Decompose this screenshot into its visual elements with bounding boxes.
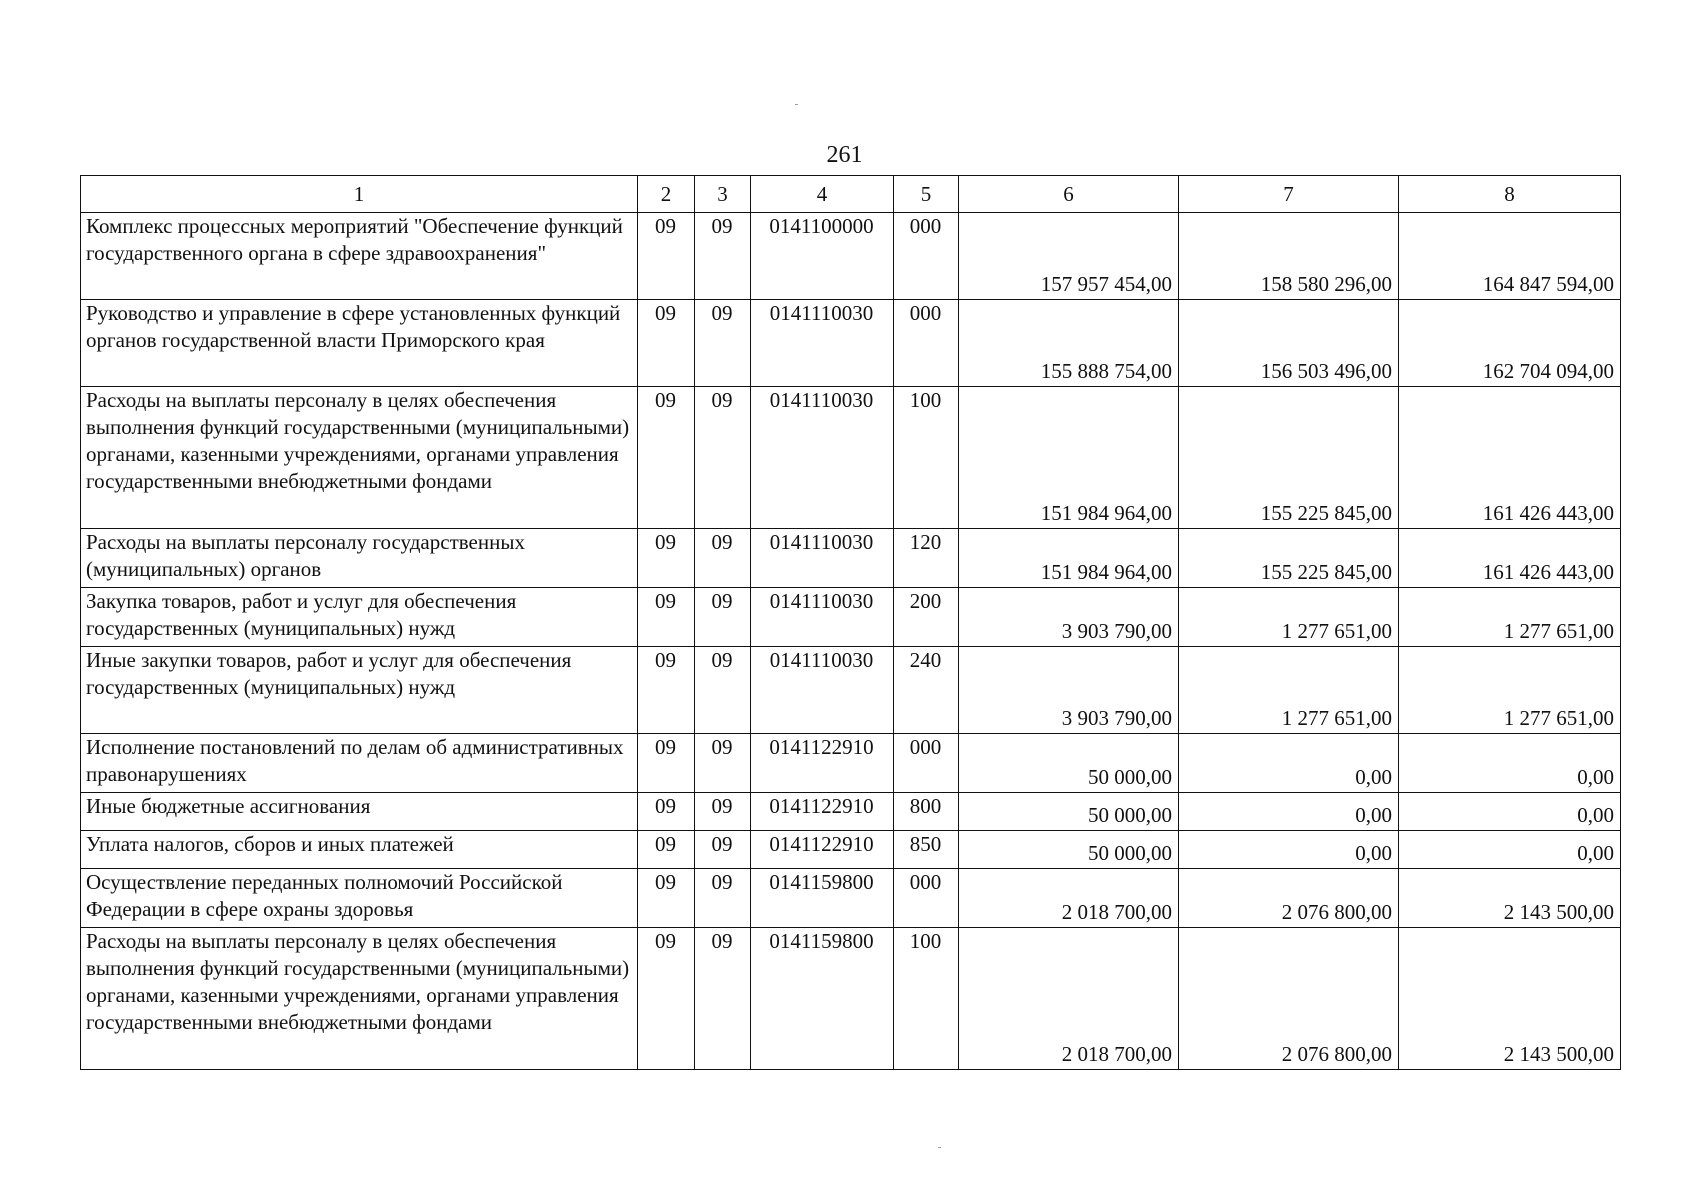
item-name: Расходы на выплаты персоналу в целях обеспечения выполнения функций государственными (муниципальными) органами, казенными учреждениями, органами управления государственными внебюджетными фондами	[81, 387, 638, 529]
amount-col-8: 2 143 500,00	[1399, 869, 1621, 928]
section-code: 09	[638, 213, 695, 300]
table-row	[81, 529, 1621, 588]
amount-col-8: 2 143 500,00	[1399, 928, 1621, 1070]
section-code: 09	[638, 647, 695, 734]
target-code: 0141122910	[751, 831, 894, 869]
column-header: 1	[81, 176, 638, 213]
column-header: 8	[1399, 176, 1621, 213]
target-code: 0141110030	[751, 647, 894, 734]
amount-col-8: 161 426 443,00	[1399, 387, 1621, 529]
amount-col-6: 2 018 700,00	[959, 928, 1179, 1070]
amount-col-8: 1 277 651,00	[1399, 647, 1621, 734]
amount-col-6: 151 984 964,00	[959, 387, 1179, 529]
amount-col-8: 161 426 443,00	[1399, 529, 1621, 588]
subsection-code: 09	[695, 588, 751, 647]
column-header: 5	[894, 176, 959, 213]
section-code: 09	[638, 387, 695, 529]
item-name: Расходы на выплаты персоналу государственных (муниципальных) органов	[81, 529, 638, 588]
amount-col-7: 158 580 296,00	[1179, 213, 1399, 300]
table-row	[81, 213, 1621, 300]
expense-type-code: 000	[894, 213, 959, 300]
item-name: Исполнение постановлений по делам об административных правонарушениях	[81, 734, 638, 793]
amount-col-8: 0,00	[1399, 831, 1621, 869]
section-code: 09	[638, 869, 695, 928]
amount-col-7: 155 225 845,00	[1179, 387, 1399, 529]
amount-col-7: 2 076 800,00	[1179, 869, 1399, 928]
section-code: 09	[638, 588, 695, 647]
item-name: Осуществление переданных полномочий Российской Федерации в сфере охраны здоровья	[81, 869, 638, 928]
amount-col-6: 2 018 700,00	[959, 869, 1179, 928]
expense-type-code: 120	[894, 529, 959, 588]
expense-type-code: 100	[894, 387, 959, 529]
amount-col-8: 164 847 594,00	[1399, 213, 1621, 300]
amount-col-6: 50 000,00	[959, 831, 1179, 869]
expense-type-code: 000	[894, 734, 959, 793]
subsection-code: 09	[695, 387, 751, 529]
expense-type-code: 800	[894, 793, 959, 831]
amount-col-7: 0,00	[1179, 734, 1399, 793]
amount-col-8: 1 277 651,00	[1399, 588, 1621, 647]
subsection-code: 09	[695, 869, 751, 928]
expense-type-code: 000	[894, 300, 959, 387]
page-number: 261	[826, 142, 863, 168]
target-code: 0141122910	[751, 734, 894, 793]
amount-col-8: 162 704 094,00	[1399, 300, 1621, 387]
column-header: 3	[695, 176, 751, 213]
table-row	[81, 300, 1621, 387]
subsection-code: 09	[695, 647, 751, 734]
amount-col-6: 50 000,00	[959, 793, 1179, 831]
target-code: 0141110030	[751, 588, 894, 647]
amount-col-6: 50 000,00	[959, 734, 1179, 793]
subsection-code: 09	[695, 734, 751, 793]
amount-col-7: 156 503 496,00	[1179, 300, 1399, 387]
column-header: 2	[638, 176, 695, 213]
amount-col-6: 155 888 754,00	[959, 300, 1179, 387]
column-header: 4	[751, 176, 894, 213]
expense-type-code: 850	[894, 831, 959, 869]
item-name: Закупка товаров, работ и услуг для обеспечения государственных (муниципальных) нужд	[81, 588, 638, 647]
expense-type-code: 240	[894, 647, 959, 734]
item-name: Иные бюджетные ассигнования	[81, 793, 638, 831]
amount-col-7: 0,00	[1179, 793, 1399, 831]
table-row	[81, 928, 1621, 1070]
subsection-code: 09	[695, 831, 751, 869]
section-code: 09	[638, 831, 695, 869]
item-name: Иные закупки товаров, работ и услуг для обеспечения государственных (муниципальных) нужд	[81, 647, 638, 734]
target-code: 0141110030	[751, 387, 894, 529]
subsection-code: 09	[695, 300, 751, 387]
amount-col-8: 0,00	[1399, 793, 1621, 831]
target-code: 0141110030	[751, 300, 894, 387]
table-row	[81, 647, 1621, 734]
target-code: 0141159800	[751, 869, 894, 928]
column-header: 7	[1179, 176, 1399, 213]
table-row	[81, 793, 1621, 831]
expense-type-code: 100	[894, 928, 959, 1070]
table-row	[81, 734, 1621, 793]
amount-col-7: 0,00	[1179, 831, 1399, 869]
table-row	[81, 387, 1621, 529]
section-code: 09	[638, 529, 695, 588]
header-row	[81, 176, 1621, 213]
amount-col-6: 3 903 790,00	[959, 588, 1179, 647]
amount-col-8: 0,00	[1399, 734, 1621, 793]
subsection-code: 09	[695, 928, 751, 1070]
amount-col-6: 151 984 964,00	[959, 529, 1179, 588]
item-name: Расходы на выплаты персоналу в целях обеспечения выполнения функций государственными (муниципальными) органами, казенными учреждениями, органами управления государственными внебюджетными фондами	[81, 928, 638, 1070]
budget-table	[80, 175, 1621, 1070]
section-code: 09	[638, 300, 695, 387]
item-name: Комплекс процессных мероприятий "Обеспечение функций государственного органа в сфере здравоохранения"	[81, 213, 638, 300]
amount-col-6: 3 903 790,00	[959, 647, 1179, 734]
item-name: Уплата налогов, сборов и иных платежей	[81, 831, 638, 869]
amount-col-6: 157 957 454,00	[959, 213, 1179, 300]
expense-type-code: 000	[894, 869, 959, 928]
subsection-code: 09	[695, 213, 751, 300]
section-code: 09	[638, 928, 695, 1070]
amount-col-7: 155 225 845,00	[1179, 529, 1399, 588]
section-code: 09	[638, 734, 695, 793]
table-row	[81, 831, 1621, 869]
scan-speck	[795, 104, 798, 105]
subsection-code: 09	[695, 793, 751, 831]
target-code: 0141159800	[751, 928, 894, 1070]
table-row	[81, 588, 1621, 647]
amount-col-7: 1 277 651,00	[1179, 588, 1399, 647]
table-row	[81, 869, 1621, 928]
subsection-code: 09	[695, 529, 751, 588]
column-header: 6	[959, 176, 1179, 213]
target-code: 0141100000	[751, 213, 894, 300]
amount-col-7: 2 076 800,00	[1179, 928, 1399, 1070]
section-code: 09	[638, 793, 695, 831]
target-code: 0141122910	[751, 793, 894, 831]
amount-col-7: 1 277 651,00	[1179, 647, 1399, 734]
target-code: 0141110030	[751, 529, 894, 588]
expense-type-code: 200	[894, 588, 959, 647]
scan-speck	[938, 1147, 941, 1148]
item-name: Руководство и управление в сфере установленных функций органов государственной власти Приморского края	[81, 300, 638, 387]
